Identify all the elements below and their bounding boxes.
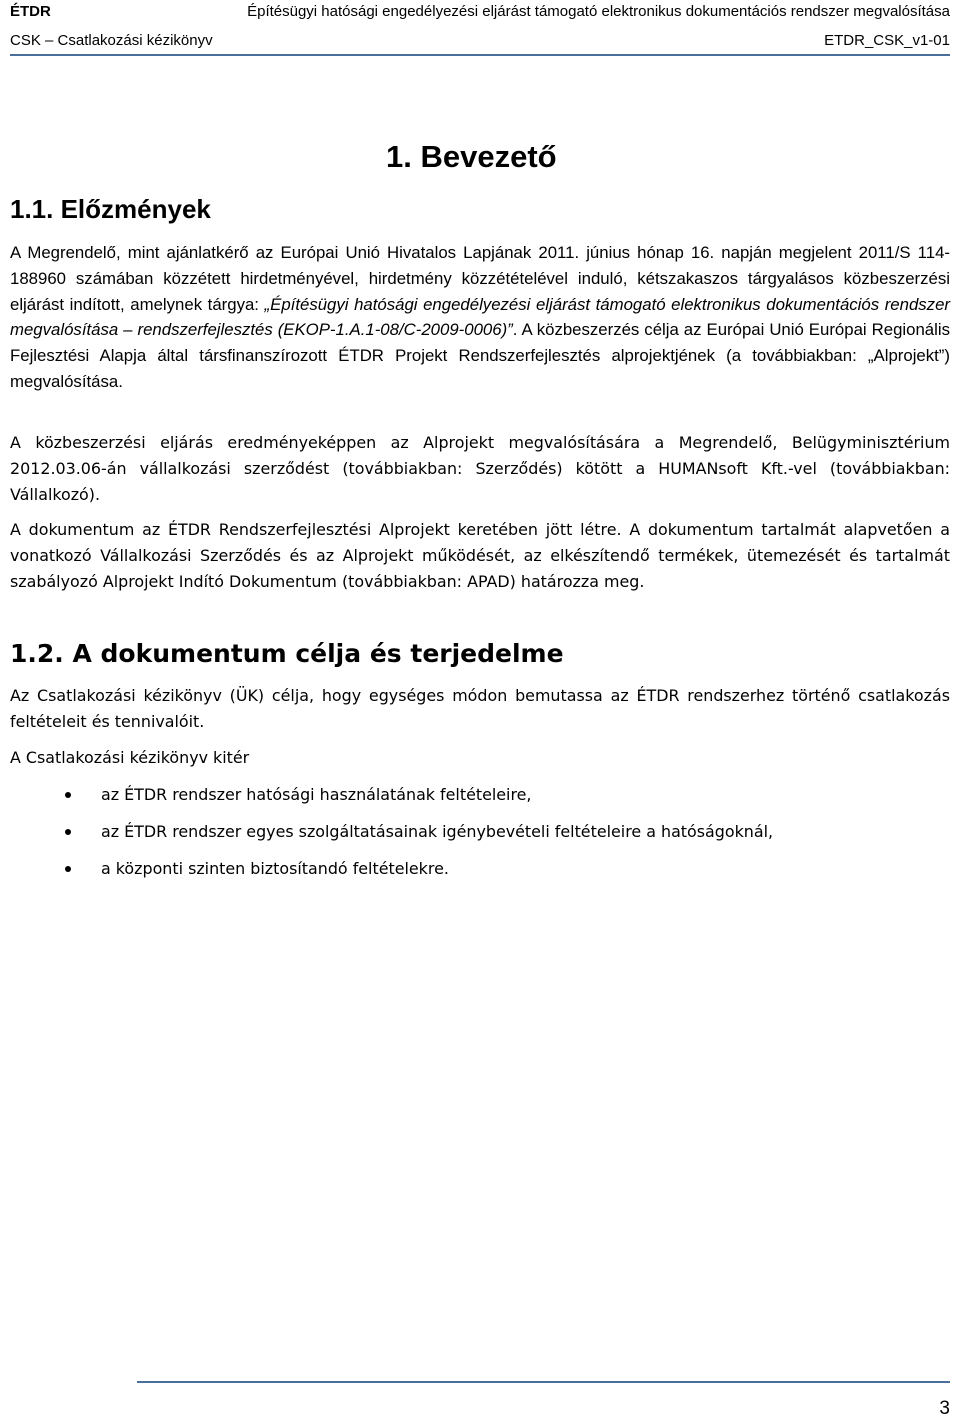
paragraph-background-3: A dokumentum az ÉTDR Rendszerfejlesztési Alprojekt keretében jött létre. A dokumentum tartalmát alapvetően a vonatkozó Vállalkozási Szerződés és az Alprojekt működését, az elkészítendő termékek, ütemezését és tartalmát szabályozó Alprojekt Indító Dokumentum (továbbiakban: APAD) határozza meg. [10, 520, 950, 591]
list-item [10, 857, 950, 894]
section-heading-1-2: 1.2. A dokumentum célja és terjedelme [10, 639, 564, 668]
paragraph-purpose-2: A Csatlakozási kézikönyv kitér [10, 748, 250, 767]
bullet-icon [65, 829, 71, 835]
footer-divider [137, 1381, 950, 1383]
bullet-icon [65, 792, 71, 798]
header-project-code: ÉTDR [10, 3, 51, 20]
paragraph-background-2: A közbeszerzési eljárás eredményeképpen az Alprojekt megvalósítására a Megrendelő, Belügyminisztérium 2012.03.06-án vállalkozási szerződést (továbbiakban: Szerződés) kötött a HUMANsoft Kft.-vel (továbbiakban: Vállalkozó). [10, 433, 950, 504]
list-item-text: a központi szinten biztosítandó feltételekre. [101, 859, 449, 878]
header-divider [10, 54, 950, 56]
header-document-name: CSK – Csatlakozási kézikönyv [10, 32, 213, 49]
list-item-text: az ÉTDR rendszer egyes szolgáltatásainak igénybevételi feltételeire a hatóságoknál, [101, 822, 774, 841]
scope-list [10, 783, 950, 894]
page-number: 3 [939, 1398, 950, 1419]
paragraph-background-1-continued: . A közbeszerzés célja az Európai Unió Európai Regionális Fejlesztési Alapja által társfinanszírozott ÉTDR Projekt Rendszerfejlesztés alprojektjének (a továbbiakban: „Alprojekt”) megvalósítása. [10, 320, 950, 391]
bullet-icon [65, 866, 71, 872]
header-document-id: ETDR_CSK_v1-01 [824, 32, 950, 49]
header-project-title: Építésügyi hatósági engedélyezési eljárást támogató elektronikus dokumentációs rendszer megvalósítása [247, 3, 950, 20]
paragraph-purpose-1: Az Csatlakozási kézikönyv (ÜK) célja, hogy egységes módon bemutassa az ÉTDR rendszerhez történő csatlakozás feltételeit és tennivalóit. [10, 686, 950, 731]
procurement-subject: „Építésügyi hatósági engedélyezési eljárást támogató elektronikus dokumentációs rendszer megvalósítása – rendszerfejlesztés (EKOP-1.A.1-08/C-2009-0006)” [10, 294, 950, 340]
list-item [10, 820, 950, 857]
paragraph-background-1 [10, 240, 950, 395]
chapter-title: 1. Bevezető [386, 139, 557, 174]
list-item [10, 783, 950, 820]
section-heading-1-1: 1.1. Előzmények [10, 194, 211, 224]
paragraph-background-1-text: A Megrendelő, mint ajánlatkérő az Európai Unió Hivatalos Lapjának 2011. június hónap 16. napján megjelent 2011/S 114-188960 számában közzétett hirdetményével, hirdetmény közzétételével induló, kétszakaszos tárgyalásos közbeszerzési eljárást indított, amelynek tárgya: [10, 243, 950, 314]
list-item-text: az ÉTDR rendszer hatósági használatának feltételeire, [101, 785, 532, 804]
